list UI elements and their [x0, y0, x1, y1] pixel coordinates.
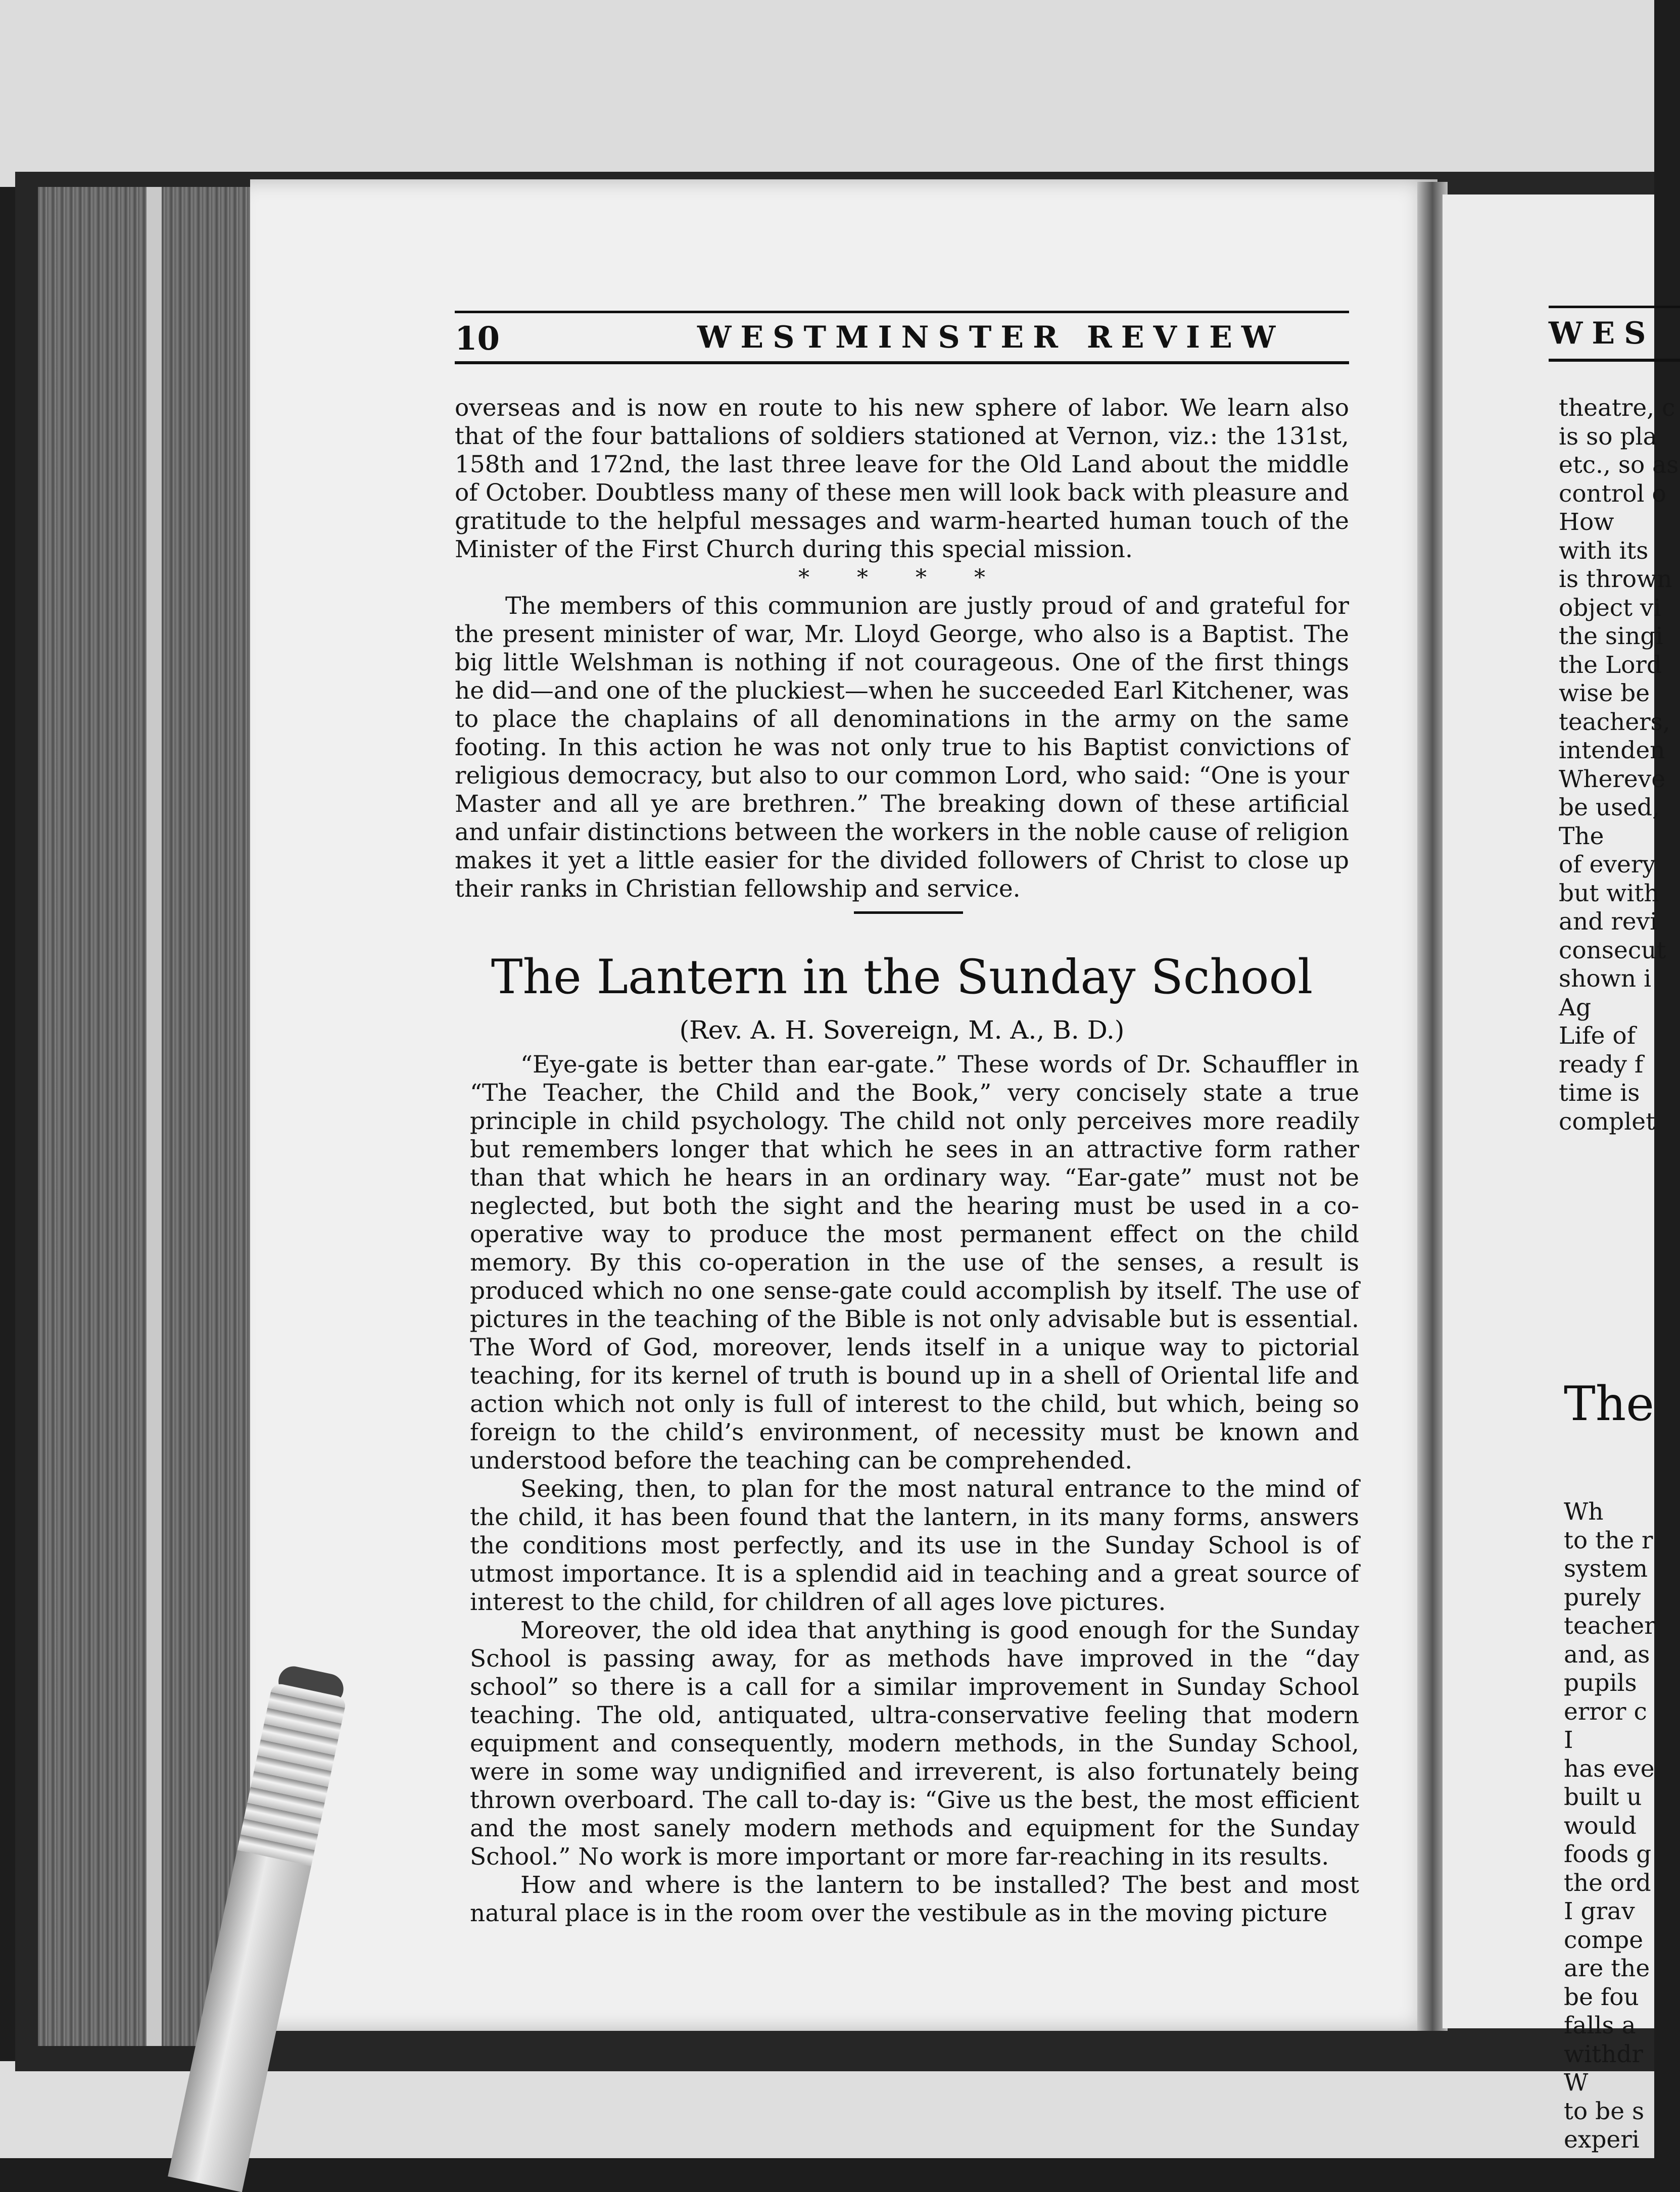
text-line-fragment: intenden [1559, 737, 1665, 764]
text-line-fragment: Ag [1559, 993, 1592, 1021]
text-line-fragment: to the r [1564, 1526, 1653, 1554]
text-line-fragment: system [1564, 1555, 1648, 1583]
page-number: 10 [455, 320, 500, 358]
text-line-fragment: Whereve [1559, 765, 1666, 793]
text-line-fragment: complet [1559, 1107, 1656, 1136]
article-byline: (Rev. A. H. Sovereign, M. A., B. D.) [679, 1015, 1125, 1045]
text-line-fragment: with its [1559, 537, 1649, 565]
text-line-fragment: built u [1564, 1783, 1642, 1811]
text-line-fragment: ready f [1559, 1050, 1644, 1079]
text-line-fragment: control o [1559, 479, 1666, 508]
text-line-fragment: are the [1564, 1955, 1650, 1982]
paragraph: overseas and is now en route to his new sphere of labor. We learn also that of the four battalions of soldiers stationed at Vernon, viz.: the 131st, 158th and 172nd, the last three leave for the Old Land about the middle of October. Doubtless many of these men will look back with pleasure and gratitude to the helpful messages and warm-hearted human touch of the Minister of the First Church during this special mission. [455, 394, 1349, 563]
running-head-rule-top [455, 311, 1349, 313]
text-line-fragment: the ord [1564, 1869, 1651, 1897]
text-line-fragment: would [1564, 1812, 1637, 1840]
text-line-fragment: withdr [1564, 2040, 1643, 2068]
journal-title: WESTMINSTER REVIEW [697, 320, 1285, 355]
text-line-fragment: is thrown [1559, 565, 1672, 593]
article-body [470, 1051, 1359, 1928]
text-line-fragment: be used, [1559, 794, 1660, 821]
text-line-fragment: foods g [1564, 1840, 1652, 1868]
text-line-fragment: I [1564, 1726, 1573, 1754]
section-divider [854, 911, 963, 914]
text-line-fragment: I grav [1564, 1897, 1635, 1925]
text-line-fragment: and revi [1559, 908, 1658, 936]
book-fore-edge [38, 187, 250, 2046]
text-line-fragment: W [1564, 2069, 1589, 2097]
paragraph: The members of this communion are justly proud of and grateful for the present minister of war, Mr. Lloyd George, who also is a Baptist. The big little Welshman is nothing if not courageous. One of the first things he did—and one of the pluckiest—when he succeeded Earl Kitchener, was to place the chaplains of all denominations in the army on the same footing. In this action he was not only true to his Baptist convictions of religious democracy, but also to our common Lord, who said: “One is your Master and all ye are brethren.” The breaking down of these artificial and unfair distinctions between the workers in the noble cause of religion makes it yet a little easier for the divided followers of Christ to close up their ranks in Christian fellowship and service. [455, 592, 1349, 903]
running-head-rule-bottom [455, 361, 1349, 364]
right-page [1443, 194, 1679, 2154]
text-line-fragment: etc., so as [1559, 451, 1679, 479]
text-line-fragment: error c [1564, 1697, 1647, 1726]
book-fore-edge-highlight [147, 187, 162, 2046]
right-head-rule-top [1549, 306, 1680, 308]
backdrop-top [0, 0, 1654, 187]
paragraph: “Eye-gate is better than ear-gate.” These words of Dr. Schauffler in “The Teacher, the Child and the Book,” very concisely state a true principle in child psychology. The child not only perceives more readily but remembers longer that which he sees in an attractive form rather than that which he hears in an ordinary way. “Ear-gate” must not be neglected, but both the sight and the hearing must be used in a co-operative way to produce the most permanent effect on the child memory. By this co-operation in the use of the senses, a result is produced which no one sense-gate could accomplish by itself. The use of pictures in the teaching of the Bible is not only advisable but is essential. The Word of God, moreover, lends itself in a unique way to pictorial teaching, for its kernel of truth is bound up in a shell of Oriental life and action which not only is full of interest to the child, but which, being so foreign to the child’s environment, of necessity must be known and understood before the teaching can be comprehended. [470, 1051, 1359, 1475]
article-title: The Lantern in the Sunday School [491, 950, 1313, 1005]
text-line-fragment: and, as [1564, 1640, 1650, 1669]
text-line-fragment: is so pla [1559, 422, 1657, 451]
text-line-fragment: purely [1564, 1583, 1641, 1612]
text-line-fragment: experi [1564, 2126, 1640, 2154]
text-line-fragment: teacher [1564, 1612, 1656, 1640]
text-line-fragment: Wh [1564, 1498, 1604, 1526]
text-line-fragment: has eve [1564, 1755, 1655, 1783]
text-line-fragment: be fou [1564, 1983, 1639, 2011]
text-line-fragment: to be s [1564, 2097, 1645, 2125]
text-line-fragment: compe [1564, 1926, 1644, 1954]
section-separator: * * * * [798, 565, 1005, 591]
right-page-text-fragment-2 [1564, 1498, 1656, 2155]
paragraph: How and where is the lantern to be installed? The best and most natural place is in the room over the vestibule as in the moving picture [470, 1871, 1359, 1927]
text-line-fragment: of every [1559, 851, 1656, 879]
right-running-head: WES [1549, 316, 1655, 351]
paragraph: Seeking, then, to plan for the most natural entrance to the mind of the child, it has been found that the lantern, in its many forms, answers the conditions most perfectly, and its use in the Sunday School is of utmost importance. It is a splendid aid in teaching and a great source of interest to the child, for children of all ages love pictures. [470, 1475, 1359, 1616]
running-head [455, 311, 1349, 366]
text-line-fragment: the singi [1559, 622, 1663, 650]
right-page-text-fragment [1559, 394, 1678, 1136]
text-line-fragment: wise be [1559, 679, 1650, 707]
text-line-fragment: falls a [1564, 2012, 1636, 2039]
paragraph: Moreover, the old idea that anything is good enough for the Sunday School is passing away, for as methods have improved in the “day school” so there is a call for a similar improvement in Sunday School teaching. The old, antiquated, ultra-conservative feeling that modern equipment and consequently, modern methods, in the Sunday School, were in some way undignified and irreverent, is also fortunately being thrown overboard. The call to-day is: “Give us the best, the most efficient and the most sanely modern methods and equipment for the Sunday School.” No work is more important or more far-reaching in its results. [470, 1617, 1359, 1871]
text-line-fragment: but with [1559, 879, 1659, 907]
text-line-fragment: How [1559, 508, 1614, 536]
right-head-rule-bottom [1549, 359, 1680, 362]
text-line-fragment: the Lord [1559, 651, 1662, 679]
text-line-fragment: consecut [1559, 936, 1666, 964]
text-line-fragment: shown i [1559, 965, 1652, 993]
text-line-fragment: theatre, c [1559, 394, 1675, 422]
right-article-title-fragment: The [1564, 1377, 1654, 1432]
text-line-fragment: pupils [1564, 1669, 1637, 1697]
text-line-fragment: The [1559, 822, 1604, 850]
text-line-fragment: time is [1559, 1079, 1640, 1107]
text-line-fragment: Life of [1559, 1022, 1636, 1050]
text-line-fragment: object vi [1559, 594, 1661, 622]
section-one [455, 394, 1349, 903]
text-line-fragment: teachers, [1559, 708, 1670, 736]
